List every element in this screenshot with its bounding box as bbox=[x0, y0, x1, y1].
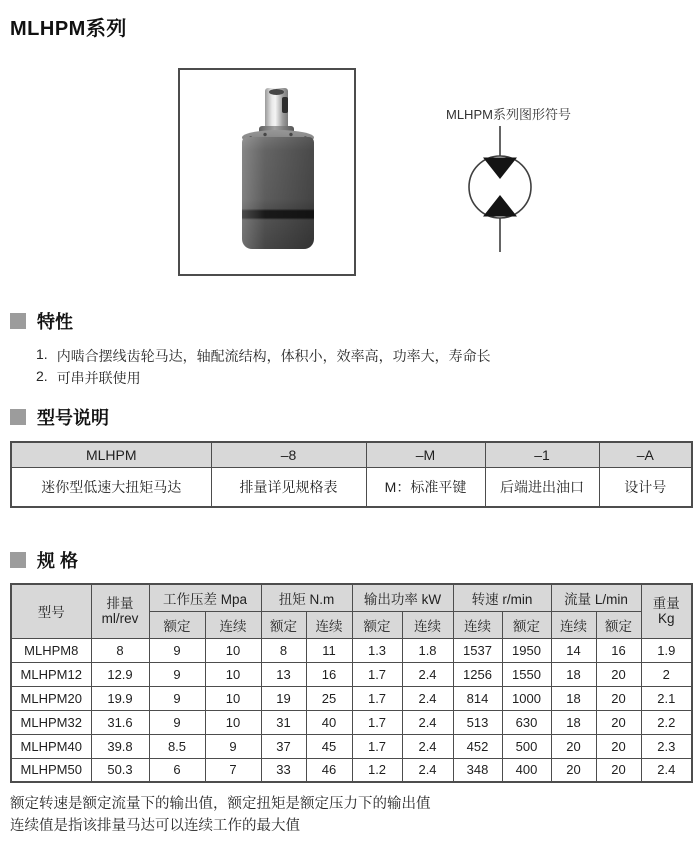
model-code-row bbox=[11, 442, 692, 467]
feature-text: 内啮合摆线齿轮马达，轴配流结构，体积小，效率高，功率大，寿命长 bbox=[56, 348, 491, 364]
spec-value-cell: 33 bbox=[261, 758, 306, 782]
model-desc-cell: M：标准平键 bbox=[366, 467, 485, 507]
spec-value-cell: 348 bbox=[453, 758, 502, 782]
spec-value-cell: 2.4 bbox=[641, 758, 692, 782]
spec-value-cell: 1256 bbox=[453, 662, 502, 686]
spec-value-cell: 8 bbox=[261, 638, 306, 662]
sub-header: 连续 bbox=[551, 611, 596, 638]
spec-value-cell: 10 bbox=[205, 686, 261, 710]
spec-value-cell: 452 bbox=[453, 734, 502, 758]
spec-value-cell: 2.3 bbox=[641, 734, 692, 758]
col-power-header: 输出功率 kW bbox=[352, 584, 453, 611]
col-flow-header: 流量 L/min bbox=[551, 584, 641, 611]
spec-value-cell: 1.7 bbox=[352, 734, 402, 758]
spec-value-cell: 2.4 bbox=[402, 662, 453, 686]
model-desc-cell: 设计号 bbox=[599, 467, 692, 507]
spec-value-cell: 1.7 bbox=[352, 686, 402, 710]
spec-value-cell: 2.2 bbox=[641, 710, 692, 734]
motor-shaft-hole bbox=[269, 89, 284, 95]
note-line: 额定转速是额定流量下的输出值，额定扭矩是额定压力下的输出值 bbox=[10, 796, 431, 812]
spec-value-cell: 16 bbox=[306, 662, 352, 686]
spec-value-cell: 400 bbox=[502, 758, 551, 782]
model-heading: 型号说明 bbox=[37, 408, 109, 428]
feature-number: 1. bbox=[36, 346, 48, 362]
spec-model-cell: MLHPM8 bbox=[11, 638, 91, 662]
spec-value-cell: 9 bbox=[149, 686, 205, 710]
product-photo-frame bbox=[178, 68, 356, 276]
model-desc-row bbox=[11, 467, 692, 507]
spec-table-body bbox=[11, 638, 692, 782]
spec-value-cell: 2.4 bbox=[402, 686, 453, 710]
spec-value-cell: 1537 bbox=[453, 638, 502, 662]
hydraulic-motor-symbol-icon bbox=[452, 124, 548, 254]
model-code-cell: MLHPM bbox=[11, 442, 211, 467]
model-code-cell: –A bbox=[599, 442, 692, 467]
spec-value-cell: 630 bbox=[502, 710, 551, 734]
page-title: MLHPM系列 bbox=[10, 18, 127, 40]
spec-value-cell: 20 bbox=[596, 734, 641, 758]
sub-header: 额定 bbox=[502, 611, 551, 638]
spec-value-cell: 7 bbox=[205, 758, 261, 782]
model-section-heading bbox=[10, 404, 109, 430]
model-desc-cell: 排量详见规格表 bbox=[211, 467, 366, 507]
spec-model-cell: MLHPM12 bbox=[11, 662, 91, 686]
spec-row bbox=[11, 686, 692, 710]
feature-item bbox=[36, 368, 141, 388]
sub-header: 连续 bbox=[402, 611, 453, 638]
col-displacement-header: 排量 ml/rev bbox=[91, 584, 149, 638]
col-pressure-header: 工作压差 Mpa bbox=[149, 584, 261, 611]
col-speed-header: 转速 r/min bbox=[453, 584, 551, 611]
sub-header: 额定 bbox=[596, 611, 641, 638]
spec-value-cell: 12.9 bbox=[91, 662, 149, 686]
model-code-cell: –1 bbox=[485, 442, 599, 467]
spec-value-cell: 1.7 bbox=[352, 710, 402, 734]
spec-value-cell: 1550 bbox=[502, 662, 551, 686]
col-model-header: 型号 bbox=[11, 584, 91, 638]
spec-value-cell: 13 bbox=[261, 662, 306, 686]
spec-value-cell: 40 bbox=[306, 710, 352, 734]
spec-row bbox=[11, 758, 692, 782]
model-code-cell: –M bbox=[366, 442, 485, 467]
spec-value-cell: 50.3 bbox=[91, 758, 149, 782]
spec-value-cell: 2.1 bbox=[641, 686, 692, 710]
spec-value-cell: 20 bbox=[596, 662, 641, 686]
features-section-heading bbox=[10, 308, 73, 334]
feature-text: 可串并联使用 bbox=[56, 370, 141, 386]
spec-value-cell: 45 bbox=[306, 734, 352, 758]
spec-value-cell: 39.8 bbox=[91, 734, 149, 758]
spec-value-cell: 8 bbox=[91, 638, 149, 662]
section-bullet-icon bbox=[10, 552, 26, 568]
spec-row bbox=[11, 662, 692, 686]
sub-header: 额定 bbox=[352, 611, 402, 638]
spec-value-cell: 814 bbox=[453, 686, 502, 710]
spec-value-cell: 25 bbox=[306, 686, 352, 710]
spec-value-cell: 1.8 bbox=[402, 638, 453, 662]
spec-value-cell: 18 bbox=[551, 710, 596, 734]
spec-value-cell: 1.2 bbox=[352, 758, 402, 782]
spec-value-cell: 31 bbox=[261, 710, 306, 734]
spec-value-cell: 10 bbox=[205, 662, 261, 686]
spec-model-cell: MLHPM20 bbox=[11, 686, 91, 710]
motor-photo bbox=[180, 70, 354, 274]
spec-row bbox=[11, 710, 692, 734]
spec-model-cell: MLHPM32 bbox=[11, 710, 91, 734]
sub-header: 额定 bbox=[261, 611, 306, 638]
sub-header: 额定 bbox=[149, 611, 205, 638]
spec-header-row-1 bbox=[11, 584, 692, 611]
spec-value-cell: 1950 bbox=[502, 638, 551, 662]
col-weight-header: 重量 Kg bbox=[641, 584, 692, 638]
spec-value-cell: 6 bbox=[149, 758, 205, 782]
spec-value-cell: 18 bbox=[551, 686, 596, 710]
feature-item bbox=[36, 346, 491, 366]
spec-value-cell: 46 bbox=[306, 758, 352, 782]
spec-value-cell: 11 bbox=[306, 638, 352, 662]
symbol-caption: MLHPM系列图形符号 bbox=[446, 107, 571, 122]
spec-value-cell: 1000 bbox=[502, 686, 551, 710]
spec-value-cell: 2 bbox=[641, 662, 692, 686]
spec-row bbox=[11, 734, 692, 758]
model-desc-cell: 后端进出油口 bbox=[485, 467, 599, 507]
sub-header: 连续 bbox=[205, 611, 261, 638]
spec-value-cell: 513 bbox=[453, 710, 502, 734]
spec-value-cell: 1.7 bbox=[352, 662, 402, 686]
spec-value-cell: 2.4 bbox=[402, 710, 453, 734]
model-code-cell: –8 bbox=[211, 442, 366, 467]
spec-model-cell: MLHPM40 bbox=[11, 734, 91, 758]
note-line: 连续值是指该排量马达可以连续工作的最大值 bbox=[10, 818, 300, 834]
spec-value-cell: 9 bbox=[205, 734, 261, 758]
spec-table bbox=[10, 583, 693, 783]
spec-value-cell: 1.9 bbox=[641, 638, 692, 662]
spec-value-cell: 20 bbox=[551, 758, 596, 782]
spec-value-cell: 19 bbox=[261, 686, 306, 710]
model-desc-cell: 迷你型低速大扭矩马达 bbox=[11, 467, 211, 507]
spec-value-cell: 14 bbox=[551, 638, 596, 662]
features-heading: 特性 bbox=[37, 312, 73, 332]
spec-value-cell: 9 bbox=[149, 662, 205, 686]
sub-header: 连续 bbox=[306, 611, 352, 638]
spec-value-cell: 10 bbox=[205, 638, 261, 662]
spec-section-heading bbox=[10, 547, 78, 573]
spec-heading: 规 格 bbox=[37, 551, 79, 571]
spec-value-cell: 9 bbox=[149, 710, 205, 734]
spec-value-cell: 19.9 bbox=[91, 686, 149, 710]
spec-value-cell: 37 bbox=[261, 734, 306, 758]
spec-value-cell: 18 bbox=[551, 662, 596, 686]
spec-value-cell: 20 bbox=[596, 686, 641, 710]
sub-header: 连续 bbox=[453, 611, 502, 638]
col-torque-header: 扭矩 N.m bbox=[261, 584, 352, 611]
spec-value-cell: 500 bbox=[502, 734, 551, 758]
motor-keyway bbox=[282, 97, 288, 113]
spec-value-cell: 10 bbox=[205, 710, 261, 734]
section-bullet-icon bbox=[10, 313, 26, 329]
motor-body bbox=[242, 137, 314, 249]
spec-value-cell: 8.5 bbox=[149, 734, 205, 758]
spec-value-cell: 2.4 bbox=[402, 734, 453, 758]
spec-value-cell: 20 bbox=[596, 710, 641, 734]
spec-value-cell: 31.6 bbox=[91, 710, 149, 734]
spec-value-cell: 1.3 bbox=[352, 638, 402, 662]
spec-value-cell: 20 bbox=[596, 758, 641, 782]
section-bullet-icon bbox=[10, 409, 26, 425]
spec-value-cell: 16 bbox=[596, 638, 641, 662]
spec-value-cell: 20 bbox=[551, 734, 596, 758]
model-code-table bbox=[10, 441, 693, 508]
spec-value-cell: 2.4 bbox=[402, 758, 453, 782]
spec-value-cell: 9 bbox=[149, 638, 205, 662]
spec-model-cell: MLHPM50 bbox=[11, 758, 91, 782]
feature-number: 2. bbox=[36, 368, 48, 384]
spec-row bbox=[11, 638, 692, 662]
